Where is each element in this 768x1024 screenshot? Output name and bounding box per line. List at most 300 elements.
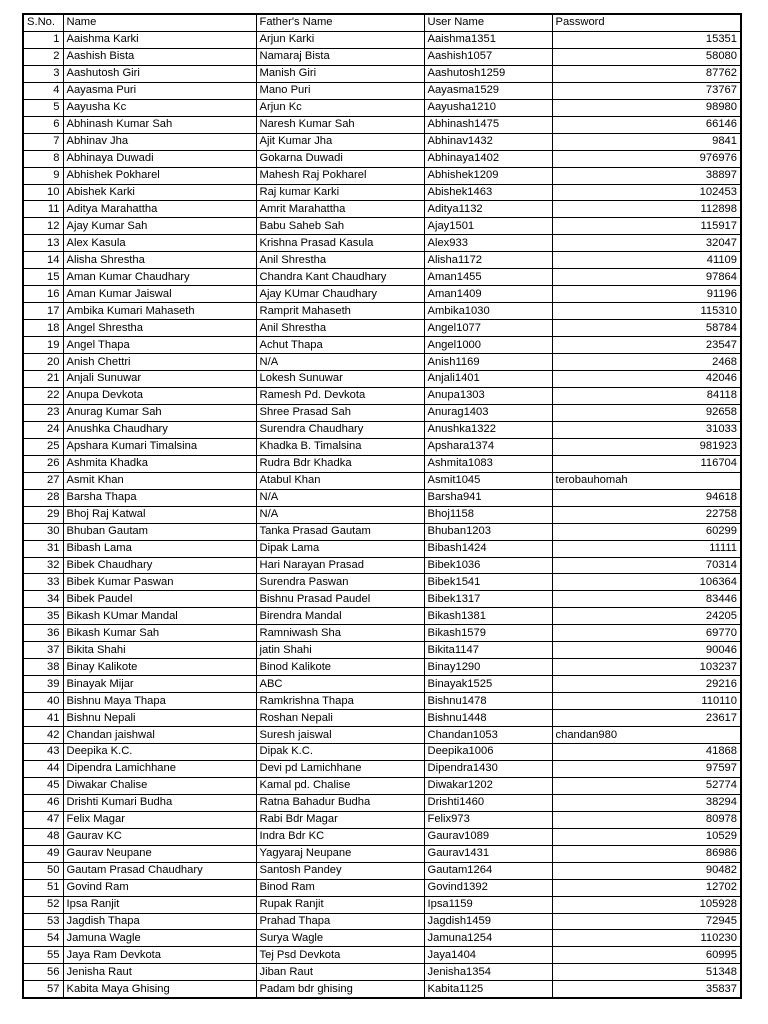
father-name-cell: Rabi Bdr Magar bbox=[256, 811, 424, 828]
user-name-cell: Chandan1053 bbox=[424, 727, 552, 744]
name-cell: Anish Chettri bbox=[63, 354, 256, 371]
sno-cell: 56 bbox=[23, 964, 63, 981]
student-credentials-table bbox=[22, 13, 742, 999]
name-cell: Anurag Kumar Sah bbox=[63, 404, 256, 421]
table-row bbox=[23, 659, 741, 676]
table-row bbox=[23, 218, 741, 235]
sno-cell: 57 bbox=[23, 981, 63, 998]
table-row bbox=[23, 591, 741, 608]
user-name-cell: Bishnu1448 bbox=[424, 710, 552, 727]
password-cell: 29216 bbox=[552, 676, 741, 693]
password-cell: 112898 bbox=[552, 201, 741, 218]
table-row bbox=[23, 371, 741, 388]
sno-cell: 55 bbox=[23, 947, 63, 964]
name-cell: Aayasma Puri bbox=[63, 82, 256, 99]
sno-cell: 17 bbox=[23, 303, 63, 320]
father-name-cell: Namaraj Bista bbox=[256, 48, 424, 65]
name-cell: Abhinav Jha bbox=[63, 133, 256, 150]
password-cell: 31033 bbox=[552, 421, 741, 438]
password-cell: 35837 bbox=[552, 981, 741, 998]
father-name-cell: Santosh Pandey bbox=[256, 862, 424, 879]
sno-cell: 3 bbox=[23, 65, 63, 82]
table-row bbox=[23, 642, 741, 659]
table-row bbox=[23, 574, 741, 591]
table-row bbox=[23, 269, 741, 286]
father-name-cell: Chandra Kant Chaudhary bbox=[256, 269, 424, 286]
name-cell: Jenisha Raut bbox=[63, 964, 256, 981]
password-cell: 73767 bbox=[552, 82, 741, 99]
name-cell: Barsha Thapa bbox=[63, 489, 256, 506]
father-name-cell: Dipak Lama bbox=[256, 540, 424, 557]
table-row bbox=[23, 743, 741, 760]
table-row bbox=[23, 777, 741, 794]
sno-cell: 15 bbox=[23, 269, 63, 286]
sno-cell: 31 bbox=[23, 540, 63, 557]
father-name-cell: Kamal pd. Chalise bbox=[256, 777, 424, 794]
table-row bbox=[23, 489, 741, 506]
password-cell: 9841 bbox=[552, 133, 741, 150]
password-cell: terobauhomah bbox=[552, 472, 741, 489]
user-name-cell: Apshara1374 bbox=[424, 438, 552, 455]
user-name-cell: Gautam1264 bbox=[424, 862, 552, 879]
password-cell: 66146 bbox=[552, 116, 741, 133]
user-name-cell: Govind1392 bbox=[424, 879, 552, 896]
password-cell: 91196 bbox=[552, 286, 741, 303]
password-cell: 58080 bbox=[552, 48, 741, 65]
password-cell: 15351 bbox=[552, 31, 741, 48]
name-cell: Abishek Karki bbox=[63, 184, 256, 201]
name-cell: Aashish Bista bbox=[63, 48, 256, 65]
sno-cell: 30 bbox=[23, 523, 63, 540]
password-cell: 976976 bbox=[552, 150, 741, 167]
header-row bbox=[23, 14, 741, 31]
sno-cell: 47 bbox=[23, 811, 63, 828]
father-name-cell: Dipak K.C. bbox=[256, 743, 424, 760]
table-row bbox=[23, 760, 741, 777]
password-cell: 32047 bbox=[552, 235, 741, 252]
table-row bbox=[23, 286, 741, 303]
password-cell: chandan980 bbox=[552, 727, 741, 744]
sno-cell: 38 bbox=[23, 659, 63, 676]
user-name-cell: Ipsa1159 bbox=[424, 896, 552, 913]
sno-cell: 40 bbox=[23, 693, 63, 710]
sno-cell: 11 bbox=[23, 201, 63, 218]
user-name-cell: Kabita1125 bbox=[424, 981, 552, 998]
password-cell: 106364 bbox=[552, 574, 741, 591]
table-row bbox=[23, 167, 741, 184]
password-cell: 981923 bbox=[552, 438, 741, 455]
user-name-cell: Anjali1401 bbox=[424, 371, 552, 388]
table-row bbox=[23, 506, 741, 523]
father-name-cell: Prahad Thapa bbox=[256, 913, 424, 930]
father-name-cell: Rudra Bdr Khadka bbox=[256, 455, 424, 472]
sno-cell: 45 bbox=[23, 777, 63, 794]
password-cell: 103237 bbox=[552, 659, 741, 676]
father-name-cell: Tej Psd Devkota bbox=[256, 947, 424, 964]
user-name-cell: Anurag1403 bbox=[424, 404, 552, 421]
table-row bbox=[23, 913, 741, 930]
name-cell: Aayusha Kc bbox=[63, 99, 256, 116]
user-name-cell: Aditya1132 bbox=[424, 201, 552, 218]
user-name-cell: Bikash1381 bbox=[424, 608, 552, 625]
password-cell: 70314 bbox=[552, 557, 741, 574]
user-name-cell: Abhishek1209 bbox=[424, 167, 552, 184]
user-name-cell: Bhoj1158 bbox=[424, 506, 552, 523]
sno-cell: 2 bbox=[23, 48, 63, 65]
user-name-cell: Aayasma1529 bbox=[424, 82, 552, 99]
father-name-cell: Ramkrishna Thapa bbox=[256, 693, 424, 710]
table-row bbox=[23, 557, 741, 574]
user-name-cell: Abhinash1475 bbox=[424, 116, 552, 133]
password-cell: 116704 bbox=[552, 455, 741, 472]
father-name-cell: Bishnu Prasad Paudel bbox=[256, 591, 424, 608]
table-row bbox=[23, 523, 741, 540]
father-name-cell: Jiban Raut bbox=[256, 964, 424, 981]
name-cell: Bikash Kumar Sah bbox=[63, 625, 256, 642]
password-cell: 23547 bbox=[552, 337, 741, 354]
sno-cell: 18 bbox=[23, 320, 63, 337]
father-name-cell: Hari Narayan Prasad bbox=[256, 557, 424, 574]
user-name-cell: Binay1290 bbox=[424, 659, 552, 676]
table-row bbox=[23, 235, 741, 252]
father-name-cell: Anil Shrestha bbox=[256, 320, 424, 337]
table-row bbox=[23, 981, 741, 998]
table-row bbox=[23, 404, 741, 421]
sno-cell: 41 bbox=[23, 710, 63, 727]
password-cell: 80978 bbox=[552, 811, 741, 828]
name-cell: Bibek Kumar Paswan bbox=[63, 574, 256, 591]
name-cell: Govind Ram bbox=[63, 879, 256, 896]
father-name-cell: Shree Prasad Sah bbox=[256, 404, 424, 421]
password-cell: 92658 bbox=[552, 404, 741, 421]
name-cell: Aashutosh Giri bbox=[63, 65, 256, 82]
name-cell: Bibek Paudel bbox=[63, 591, 256, 608]
name-cell: Abhinash Kumar Sah bbox=[63, 116, 256, 133]
name-cell: Bishnu Nepali bbox=[63, 710, 256, 727]
table-row bbox=[23, 116, 741, 133]
sno-cell: 37 bbox=[23, 642, 63, 659]
father-name-cell: Yagyaraj Neupane bbox=[256, 845, 424, 862]
table-row bbox=[23, 608, 741, 625]
father-name-cell: Ramprit Mahaseth bbox=[256, 303, 424, 320]
sno-cell: 27 bbox=[23, 472, 63, 489]
father-name-cell: Babu Saheb Sah bbox=[256, 218, 424, 235]
user-name-cell: Alisha1172 bbox=[424, 252, 552, 269]
father-name-cell: Devi pd Lamichhane bbox=[256, 760, 424, 777]
father-name-cell: Padam bdr ghising bbox=[256, 981, 424, 998]
name-cell: Deepika K.C. bbox=[63, 743, 256, 760]
user-name-cell: Abhinaya1402 bbox=[424, 150, 552, 167]
name-cell: Anupa Devkota bbox=[63, 387, 256, 404]
user-name-cell: Jagdish1459 bbox=[424, 913, 552, 930]
sno-cell: 4 bbox=[23, 82, 63, 99]
password-cell: 2468 bbox=[552, 354, 741, 371]
father-name-cell: Surendra Chaudhary bbox=[256, 421, 424, 438]
table-row bbox=[23, 133, 741, 150]
name-cell: Ajay Kumar Sah bbox=[63, 218, 256, 235]
name-cell: Bhuban Gautam bbox=[63, 523, 256, 540]
sno-cell: 46 bbox=[23, 794, 63, 811]
sno-cell: 39 bbox=[23, 676, 63, 693]
table-row bbox=[23, 794, 741, 811]
table-row bbox=[23, 828, 741, 845]
password-cell: 90046 bbox=[552, 642, 741, 659]
father-name-cell: Arjun Karki bbox=[256, 31, 424, 48]
sno-cell: 49 bbox=[23, 845, 63, 862]
password-cell: 10529 bbox=[552, 828, 741, 845]
user-name-cell: Binayak1525 bbox=[424, 676, 552, 693]
sno-cell: 21 bbox=[23, 371, 63, 388]
father-name-cell: Ramniwash Sha bbox=[256, 625, 424, 642]
table-row bbox=[23, 625, 741, 642]
name-cell: Bibash Lama bbox=[63, 540, 256, 557]
password-cell: 41109 bbox=[552, 252, 741, 269]
header-password: Password bbox=[552, 14, 741, 31]
sno-cell: 32 bbox=[23, 557, 63, 574]
user-name-cell: Jaya1404 bbox=[424, 947, 552, 964]
password-cell: 12702 bbox=[552, 879, 741, 896]
name-cell: Gaurav KC bbox=[63, 828, 256, 845]
user-name-cell: Bishnu1478 bbox=[424, 693, 552, 710]
sno-cell: 50 bbox=[23, 862, 63, 879]
sno-cell: 1 bbox=[23, 31, 63, 48]
password-cell: 69770 bbox=[552, 625, 741, 642]
user-name-cell: Abhinav1432 bbox=[424, 133, 552, 150]
name-cell: Anjali Sunuwar bbox=[63, 371, 256, 388]
password-cell: 87762 bbox=[552, 65, 741, 82]
table-row bbox=[23, 354, 741, 371]
name-cell: Binay Kalikote bbox=[63, 659, 256, 676]
table-row bbox=[23, 896, 741, 913]
sno-cell: 54 bbox=[23, 930, 63, 947]
sno-cell: 33 bbox=[23, 574, 63, 591]
password-cell: 110110 bbox=[552, 693, 741, 710]
header-name: Name bbox=[63, 14, 256, 31]
password-cell: 60995 bbox=[552, 947, 741, 964]
password-cell: 84118 bbox=[552, 387, 741, 404]
sno-cell: 29 bbox=[23, 506, 63, 523]
user-name-cell: Barsha941 bbox=[424, 489, 552, 506]
table-row bbox=[23, 31, 741, 48]
name-cell: Diwakar Chalise bbox=[63, 777, 256, 794]
user-name-cell: Asmit1045 bbox=[424, 472, 552, 489]
password-cell: 83446 bbox=[552, 591, 741, 608]
name-cell: Dipendra Lamichhane bbox=[63, 760, 256, 777]
user-name-cell: Bibash1424 bbox=[424, 540, 552, 557]
password-cell: 105928 bbox=[552, 896, 741, 913]
father-name-cell: Anil Shrestha bbox=[256, 252, 424, 269]
name-cell: Kabita Maya Ghising bbox=[63, 981, 256, 998]
user-name-cell: Ashmita1083 bbox=[424, 455, 552, 472]
user-name-cell: Ajay1501 bbox=[424, 218, 552, 235]
father-name-cell: Suresh jaiswal bbox=[256, 727, 424, 744]
sno-cell: 6 bbox=[23, 116, 63, 133]
sno-cell: 23 bbox=[23, 404, 63, 421]
table-row bbox=[23, 930, 741, 947]
sno-cell: 35 bbox=[23, 608, 63, 625]
father-name-cell: Roshan Nepali bbox=[256, 710, 424, 727]
father-name-cell: Gokarna Duwadi bbox=[256, 150, 424, 167]
sno-cell: 34 bbox=[23, 591, 63, 608]
father-name-cell: ABC bbox=[256, 676, 424, 693]
table-row bbox=[23, 48, 741, 65]
name-cell: Apshara Kumari Timalsina bbox=[63, 438, 256, 455]
name-cell: Chandan jaishwal bbox=[63, 727, 256, 744]
sno-cell: 24 bbox=[23, 421, 63, 438]
user-name-cell: Aaishma1351 bbox=[424, 31, 552, 48]
father-name-cell: Surendra Paswan bbox=[256, 574, 424, 591]
name-cell: Asmit Khan bbox=[63, 472, 256, 489]
user-name-cell: Bikita1147 bbox=[424, 642, 552, 659]
user-name-cell: Bikash1579 bbox=[424, 625, 552, 642]
name-cell: Aaishma Karki bbox=[63, 31, 256, 48]
father-name-cell: Krishna Prasad Kasula bbox=[256, 235, 424, 252]
sno-cell: 9 bbox=[23, 167, 63, 184]
father-name-cell: Binod Ram bbox=[256, 879, 424, 896]
user-name-cell: Aayusha1210 bbox=[424, 99, 552, 116]
password-cell: 90482 bbox=[552, 862, 741, 879]
password-cell: 72945 bbox=[552, 913, 741, 930]
header-sno: S.No. bbox=[23, 14, 63, 31]
father-name-cell: Ajit Kumar Jha bbox=[256, 133, 424, 150]
father-name-cell: Amrit Marahattha bbox=[256, 201, 424, 218]
user-name-cell: Gaurav1089 bbox=[424, 828, 552, 845]
password-cell: 115310 bbox=[552, 303, 741, 320]
father-name-cell: Indra Bdr KC bbox=[256, 828, 424, 845]
table-row bbox=[23, 845, 741, 862]
name-cell: Jaya Ram Devkota bbox=[63, 947, 256, 964]
password-cell: 24205 bbox=[552, 608, 741, 625]
father-name-cell: Surya Wagle bbox=[256, 930, 424, 947]
name-cell: Gaurav Neupane bbox=[63, 845, 256, 862]
table-row bbox=[23, 252, 741, 269]
father-name-cell: Khadka B. Timalsina bbox=[256, 438, 424, 455]
father-name-cell: Naresh Kumar Sah bbox=[256, 116, 424, 133]
user-name-cell: Jenisha1354 bbox=[424, 964, 552, 981]
password-cell: 42046 bbox=[552, 371, 741, 388]
father-name-cell: Manish Giri bbox=[256, 65, 424, 82]
table-row bbox=[23, 472, 741, 489]
user-name-cell: Alex933 bbox=[424, 235, 552, 252]
sno-cell: 51 bbox=[23, 879, 63, 896]
user-name-cell: Anish1169 bbox=[424, 354, 552, 371]
name-cell: Ashmita Khadka bbox=[63, 455, 256, 472]
father-name-cell: Lokesh Sunuwar bbox=[256, 371, 424, 388]
table-row bbox=[23, 184, 741, 201]
user-name-cell: Aashish1057 bbox=[424, 48, 552, 65]
father-name-cell: Mahesh Raj Pokharel bbox=[256, 167, 424, 184]
name-cell: Aditya Marahattha bbox=[63, 201, 256, 218]
user-name-cell: Anupa1303 bbox=[424, 387, 552, 404]
father-name-cell: Mano Puri bbox=[256, 82, 424, 99]
password-cell: 86986 bbox=[552, 845, 741, 862]
user-name-cell: Anushka1322 bbox=[424, 421, 552, 438]
user-name-cell: Felix973 bbox=[424, 811, 552, 828]
password-cell: 58784 bbox=[552, 320, 741, 337]
sno-cell: 8 bbox=[23, 150, 63, 167]
father-name-cell: Binod Kalikote bbox=[256, 659, 424, 676]
user-name-cell: Bibek1036 bbox=[424, 557, 552, 574]
header-user-name: User Name bbox=[424, 14, 552, 31]
password-cell: 38294 bbox=[552, 794, 741, 811]
table-row bbox=[23, 150, 741, 167]
name-cell: Ambika Kumari Mahaseth bbox=[63, 303, 256, 320]
sno-cell: 7 bbox=[23, 133, 63, 150]
user-name-cell: Deepika1006 bbox=[424, 743, 552, 760]
father-name-cell: N/A bbox=[256, 354, 424, 371]
name-cell: Felix Magar bbox=[63, 811, 256, 828]
table-row bbox=[23, 964, 741, 981]
table-row bbox=[23, 710, 741, 727]
table-row bbox=[23, 387, 741, 404]
sno-cell: 43 bbox=[23, 743, 63, 760]
password-cell: 60299 bbox=[552, 523, 741, 540]
sno-cell: 16 bbox=[23, 286, 63, 303]
password-cell: 41868 bbox=[552, 743, 741, 760]
table-row bbox=[23, 676, 741, 693]
table-row bbox=[23, 947, 741, 964]
name-cell: Angel Shrestha bbox=[63, 320, 256, 337]
sno-cell: 52 bbox=[23, 896, 63, 913]
password-cell: 52774 bbox=[552, 777, 741, 794]
user-name-cell: Gaurav1431 bbox=[424, 845, 552, 862]
user-name-cell: Bibek1317 bbox=[424, 591, 552, 608]
name-cell: Anushka Chaudhary bbox=[63, 421, 256, 438]
father-name-cell: Ajay KUmar Chaudhary bbox=[256, 286, 424, 303]
table-row bbox=[23, 99, 741, 116]
user-name-cell: Drishti1460 bbox=[424, 794, 552, 811]
table-row bbox=[23, 201, 741, 218]
name-cell: Angel Thapa bbox=[63, 337, 256, 354]
sno-cell: 12 bbox=[23, 218, 63, 235]
name-cell: Binayak Mijar bbox=[63, 676, 256, 693]
table-row bbox=[23, 82, 741, 99]
user-name-cell: Bhuban1203 bbox=[424, 523, 552, 540]
password-cell: 102453 bbox=[552, 184, 741, 201]
table-row bbox=[23, 862, 741, 879]
password-cell: 38897 bbox=[552, 167, 741, 184]
sno-cell: 13 bbox=[23, 235, 63, 252]
name-cell: Drishti Kumari Budha bbox=[63, 794, 256, 811]
sno-cell: 10 bbox=[23, 184, 63, 201]
password-cell: 98980 bbox=[552, 99, 741, 116]
name-cell: Gautam Prasad Chaudhary bbox=[63, 862, 256, 879]
user-name-cell: Dipendra1430 bbox=[424, 760, 552, 777]
name-cell: Bikash KUmar Mandal bbox=[63, 608, 256, 625]
header-father-name: Father's Name bbox=[256, 14, 424, 31]
father-name-cell: Atabul Khan bbox=[256, 472, 424, 489]
name-cell: Aman Kumar Chaudhary bbox=[63, 269, 256, 286]
table-row bbox=[23, 421, 741, 438]
password-cell: 97597 bbox=[552, 760, 741, 777]
password-cell: 11111 bbox=[552, 540, 741, 557]
name-cell: Aman Kumar Jaiswal bbox=[63, 286, 256, 303]
password-cell: 22758 bbox=[552, 506, 741, 523]
password-cell: 97864 bbox=[552, 269, 741, 286]
sno-cell: 20 bbox=[23, 354, 63, 371]
password-cell: 23617 bbox=[552, 710, 741, 727]
name-cell: Abhinaya Duwadi bbox=[63, 150, 256, 167]
father-name-cell: Tanka Prasad Gautam bbox=[256, 523, 424, 540]
table-row bbox=[23, 303, 741, 320]
sno-cell: 36 bbox=[23, 625, 63, 642]
table-row bbox=[23, 727, 741, 744]
user-name-cell: Jamuna1254 bbox=[424, 930, 552, 947]
table-row bbox=[23, 320, 741, 337]
name-cell: Alisha Shrestha bbox=[63, 252, 256, 269]
user-name-cell: Aman1409 bbox=[424, 286, 552, 303]
father-name-cell: Ratna Bahadur Budha bbox=[256, 794, 424, 811]
